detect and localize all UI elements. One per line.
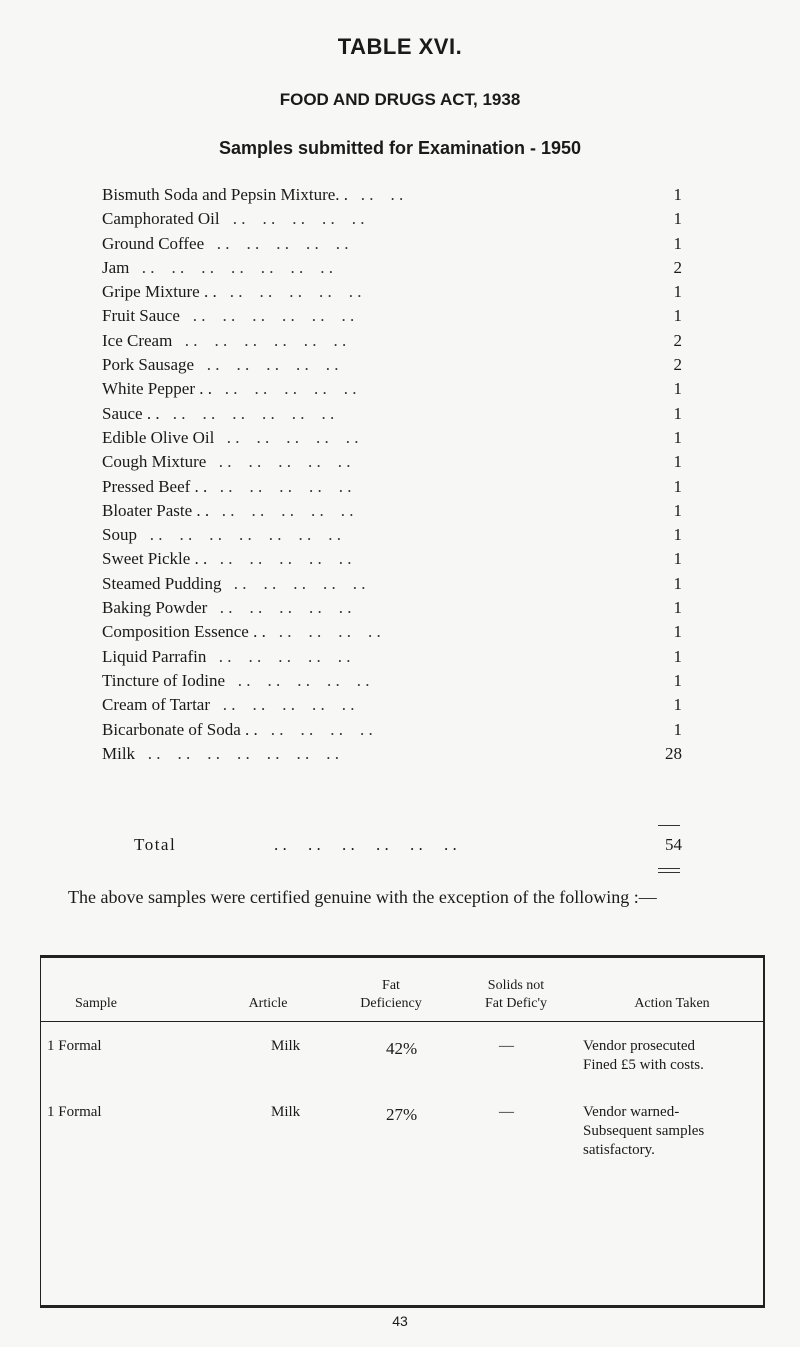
item-count: 1 (673, 573, 682, 593)
leader-dots: . . . . . . . . . . (220, 209, 365, 229)
list-item (102, 280, 682, 304)
leader-dots: . . . . . . . . (266, 622, 381, 642)
row2-sample: 1 Formal (47, 1104, 102, 1120)
page-subtitle: FOOD AND DRUGS ACT, 1938 (279, 90, 521, 109)
list-item (102, 207, 682, 231)
list-item (102, 669, 682, 693)
leader-dots: . . . . . . . . . . (221, 573, 366, 593)
item-count: 1 (673, 476, 682, 496)
list-item (102, 377, 682, 401)
item-count: 2 (673, 257, 682, 277)
header-solids-line2: Fat Defic'y (484, 996, 547, 1011)
item-count: 1 (673, 185, 682, 204)
item-name: Cough Mixture (102, 452, 207, 472)
double-rule-top (658, 868, 680, 869)
item-count: 1 (673, 622, 682, 642)
item-count: 1 (673, 452, 682, 472)
item-name: Sweet Pickle . . (102, 549, 208, 569)
list-item (102, 450, 682, 474)
total-row (102, 835, 682, 861)
item-name: Pressed Beef . . (102, 476, 208, 496)
row2-solids: — (499, 1104, 514, 1120)
leader-dots: . . . . . . . . . . (217, 282, 362, 302)
header-fat-line2: Deficiency (360, 996, 422, 1011)
list-item (102, 693, 682, 717)
item-name: Liquid Parrafin (102, 646, 207, 666)
leader-dots: . . . . . . . . . . (207, 598, 352, 618)
item-count: 1 (673, 525, 682, 545)
row2-article: Milk (271, 1104, 301, 1120)
row2-fat: 27% (386, 1105, 418, 1124)
leader-dots: . . . . . . . . . . (204, 233, 349, 253)
header-sample: Sample (75, 996, 117, 1011)
list-item (102, 426, 682, 450)
list-item (102, 572, 682, 596)
table-top-rule (41, 955, 763, 958)
item-count: 1 (673, 403, 682, 423)
row2-action-line2: Subsequent samples (583, 1123, 705, 1139)
header-rule (41, 1021, 763, 1022)
double-rule-bottom (658, 872, 680, 873)
list-item (102, 353, 682, 377)
total-label: Total (134, 835, 177, 854)
row1-fat: 42% (386, 1039, 418, 1058)
row1-solids: — (499, 1038, 514, 1054)
leader-dots: . . . . . . . . . . . . (160, 403, 335, 423)
leader-dots: . . . . . . . . . . . . (172, 330, 347, 350)
leader-dots: . . . . . . . . . . (206, 646, 351, 666)
leader-dots: . . . . . . . . . . (210, 695, 355, 715)
list-item (102, 523, 682, 547)
list-item (102, 742, 682, 766)
item-count: 28 (665, 743, 682, 763)
leader-dots: . . . . . . . . . . . . (180, 306, 355, 326)
item-name: Composition Essence . . (102, 622, 266, 642)
item-count: 1 (673, 209, 682, 229)
list-item (102, 475, 682, 499)
leader-dots: . . . . . . . . . . (214, 427, 359, 447)
list-item (102, 304, 682, 328)
list-item (102, 232, 682, 256)
header-fat-line1: Fat (382, 978, 400, 993)
header-article: Article (248, 996, 288, 1011)
header-action: Action Taken (634, 996, 710, 1011)
total-rule (658, 825, 680, 826)
list-item (102, 329, 682, 353)
item-name: Pork Sausage (102, 355, 195, 375)
item-count: 1 (673, 427, 682, 447)
item-name: Cream of Tartar (102, 695, 211, 715)
item-name: Ice Cream (102, 330, 173, 350)
page-title: TABLE XVI. (337, 34, 463, 59)
item-count: 1 (673, 646, 682, 666)
item-name: Tincture of Iodine (102, 670, 226, 690)
list-item (102, 183, 682, 207)
section-heading: Samples submitted for Examination - 1950 (218, 138, 582, 158)
item-count: 1 (673, 549, 682, 569)
item-name: Fruit Sauce (102, 306, 180, 326)
row1-sample: 1 Formal (47, 1038, 102, 1054)
item-name: Gripe Mixture . . (102, 282, 217, 302)
leader-dots: . . . . . . . . (258, 719, 373, 739)
row1-action-line1: Vendor prosecuted (583, 1038, 696, 1054)
item-name: Ground Coffee (102, 233, 205, 253)
item-count: 1 (673, 306, 682, 326)
list-item (102, 402, 682, 426)
list-item (102, 596, 682, 620)
list-item (102, 547, 682, 571)
exceptions-table (40, 955, 765, 1308)
item-name: White Pepper . . (102, 379, 212, 399)
item-count: 1 (673, 598, 682, 618)
item-count: 1 (673, 719, 682, 739)
item-count: 1 (673, 695, 682, 715)
leader-dots: . . . . . . . . . . (207, 476, 352, 496)
list-item (102, 499, 682, 523)
item-count: 1 (673, 379, 682, 399)
item-name: Edible Olive Oil (102, 427, 215, 447)
exception-note: The above samples were certified genuine with the exception of the following :— (68, 887, 657, 907)
row2-action-line3: satisfactory. (583, 1142, 655, 1158)
leader-dots: . . . . . . . . . . (194, 355, 339, 375)
item-name: Bicarbonate of Soda . . (102, 719, 258, 739)
item-name: Bismuth Soda and Pepsin Mixture. . (102, 185, 349, 204)
item-name: Camphorated Oil (102, 209, 220, 229)
row1-article: Milk (271, 1038, 301, 1054)
leader-dots: . . . . . . . . . . . . . . (135, 743, 339, 763)
list-item (102, 718, 682, 742)
item-name: Soup (102, 525, 137, 545)
item-name: Jam (102, 257, 130, 277)
item-name: Milk (102, 743, 136, 763)
item-count: 1 (673, 670, 682, 690)
page-number: 43 (392, 1313, 408, 1329)
leader-dots: . . . . . . . . . . (207, 549, 352, 569)
item-count: 2 (673, 355, 682, 375)
header-solids-line1: Solids not (487, 978, 545, 993)
item-count: 1 (673, 233, 682, 253)
leader-dots: . . . . . . . . . . (212, 379, 357, 399)
item-name: Baking Powder (102, 598, 208, 618)
leader-dots: . . . . . . . . . . . . (274, 835, 457, 854)
item-name: Steamed Pudding (102, 573, 222, 593)
list-item (102, 645, 682, 669)
samples-list (102, 183, 682, 766)
list-item (102, 620, 682, 644)
table-bottom-rule (41, 1305, 763, 1308)
leader-dots: . . . . . . . . . . (225, 670, 370, 690)
item-name: Bloater Paste . . (102, 500, 210, 520)
item-count: 1 (673, 500, 682, 520)
leader-dots: . . . . . . . . . . (209, 500, 354, 520)
leader-dots: . . . . . . . . . . . . . . (137, 525, 341, 545)
item-count: 2 (673, 330, 682, 350)
row2-action-line1: Vendor warned- (583, 1104, 680, 1120)
leader-dots: . . . . . . . . . . . . . . (129, 257, 333, 277)
leader-dots: . . . . (348, 185, 404, 204)
item-count: 1 (673, 282, 682, 302)
row1-action-line2: Fined £5 with costs. (583, 1057, 704, 1073)
leader-dots: . . . . . . . . . . (206, 452, 351, 472)
list-item (102, 256, 682, 280)
item-name: Sauce . . (102, 403, 160, 423)
total-count: 54 (665, 835, 682, 854)
